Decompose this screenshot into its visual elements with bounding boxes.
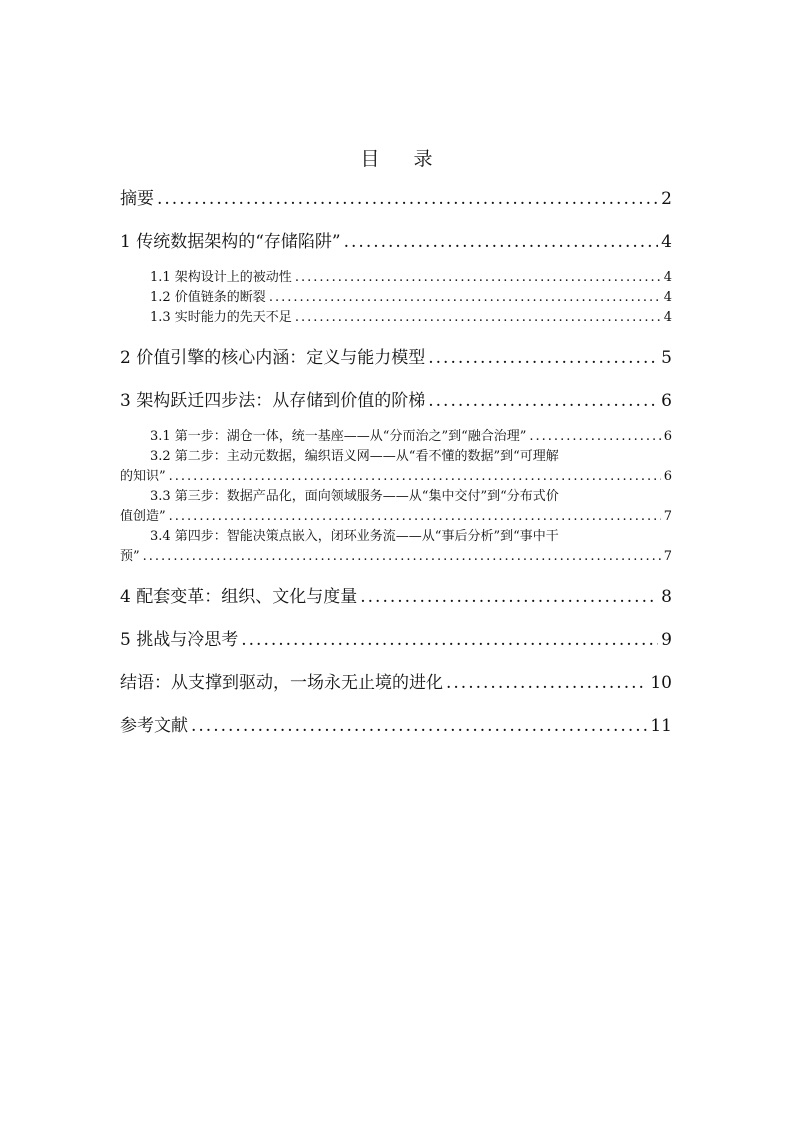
toc-title: 目 录 — [360, 148, 447, 170]
dot-leader — [295, 308, 661, 328]
toc-entry-label-line2: 的知识” — [120, 469, 166, 484]
toc-entry-label: 4 配套变革：组织、文化与度量 — [120, 587, 358, 607]
toc-entry-label-line1: 3.4 第四步：智能决策点嵌入，闭环业务流——从“事后分析”到“事中干 — [150, 529, 559, 544]
dot-leader — [446, 670, 647, 696]
toc-page-number: 10 — [650, 673, 672, 693]
dot-leader — [428, 345, 658, 371]
toc-entry-label: 1.3 实时能力的先天不足 — [150, 310, 292, 325]
toc-entry-section-1-3[interactable] — [120, 308, 672, 328]
toc-list — [120, 186, 672, 739]
dot-leader — [143, 547, 661, 567]
toc-entry-label-line1: 3.3 第三步：数据产品化，面向领域服务——从“集中交付”到“分布式价 — [150, 489, 559, 504]
dot-leader — [269, 288, 661, 308]
toc-entry-chapter-2[interactable] — [120, 345, 672, 371]
toc-entry-conclusion[interactable] — [120, 670, 672, 696]
toc-page-number: 8 — [661, 587, 672, 607]
toc-entry-label-line2: 值创造” — [120, 509, 166, 524]
toc-entry-chapter-3[interactable] — [120, 388, 672, 414]
toc-page-number: 4 — [663, 310, 672, 325]
dot-leader — [360, 584, 658, 610]
toc-entry-label: 结语：从支撑到驱动，一场永无止境的进化 — [120, 673, 443, 693]
toc-page-number: 11 — [650, 716, 672, 736]
toc-page-number: 6 — [663, 469, 672, 484]
toc-entry-section-3-1[interactable] — [120, 427, 672, 447]
toc-entry-label: 3.1 第一步：湖仓一体，统一基座——从“分而治之”到“融合治理” — [150, 429, 527, 444]
dot-leader — [344, 229, 659, 255]
dot-leader — [157, 186, 658, 212]
toc-entry-abstract[interactable] — [120, 186, 672, 212]
dot-leader — [169, 467, 661, 487]
toc-entry-chapter-5[interactable] — [120, 627, 672, 653]
toc-entry-section-3-2[interactable] — [120, 447, 672, 487]
toc-entry-label: 2 价值引擎的核心内涵：定义与能力模型 — [120, 348, 426, 368]
toc-entry-label: 1 传统数据架构的“存储陷阱” — [120, 232, 341, 252]
toc-page-number: 2 — [661, 189, 672, 209]
toc-entry-label-line2: 预” — [120, 549, 140, 564]
dot-leader — [295, 268, 661, 288]
dot-leader — [169, 507, 661, 527]
dot-leader — [529, 427, 660, 447]
toc-entry-label: 3 架构跃迁四步法：从存储到价值的阶梯 — [120, 391, 426, 411]
toc-entry-chapter-1[interactable] — [120, 229, 672, 255]
toc-entry-section-3-4[interactable] — [120, 527, 672, 567]
toc-entry-section-1-1[interactable] — [120, 268, 672, 288]
toc-entry-chapter-4[interactable] — [120, 584, 672, 610]
toc-page-number: 7 — [663, 509, 672, 524]
toc-entry-references[interactable] — [120, 713, 672, 739]
toc-page-number: 9 — [661, 630, 672, 650]
toc-entry-label-line1: 3.2 第二步：主动元数据，编织语义网——从“看不懂的数据”到“可理解 — [150, 449, 559, 464]
toc-entry-section-3-3[interactable] — [120, 487, 672, 527]
toc-entry-label: 参考文献 — [120, 716, 188, 736]
toc-entry-label: 1.2 价值链条的断裂 — [150, 290, 266, 305]
toc-page-number: 7 — [663, 549, 672, 564]
toc-entry-section-1-2[interactable] — [120, 288, 672, 308]
toc-entry-label: 摘要 — [120, 189, 154, 209]
toc-page-number: 6 — [661, 391, 672, 411]
toc-page-number: 4 — [663, 290, 672, 305]
toc-page-number: 5 — [661, 348, 672, 368]
toc-entry-label: 5 挑战与冷思考 — [120, 630, 239, 650]
dot-leader — [191, 713, 647, 739]
toc-page-number: 4 — [663, 270, 672, 285]
dot-leader — [428, 388, 658, 414]
toc-entry-label: 1.1 架构设计上的被动性 — [150, 270, 292, 285]
dot-leader — [241, 627, 658, 653]
toc-page-number: 4 — [661, 232, 672, 252]
toc-page-number: 6 — [663, 429, 672, 444]
